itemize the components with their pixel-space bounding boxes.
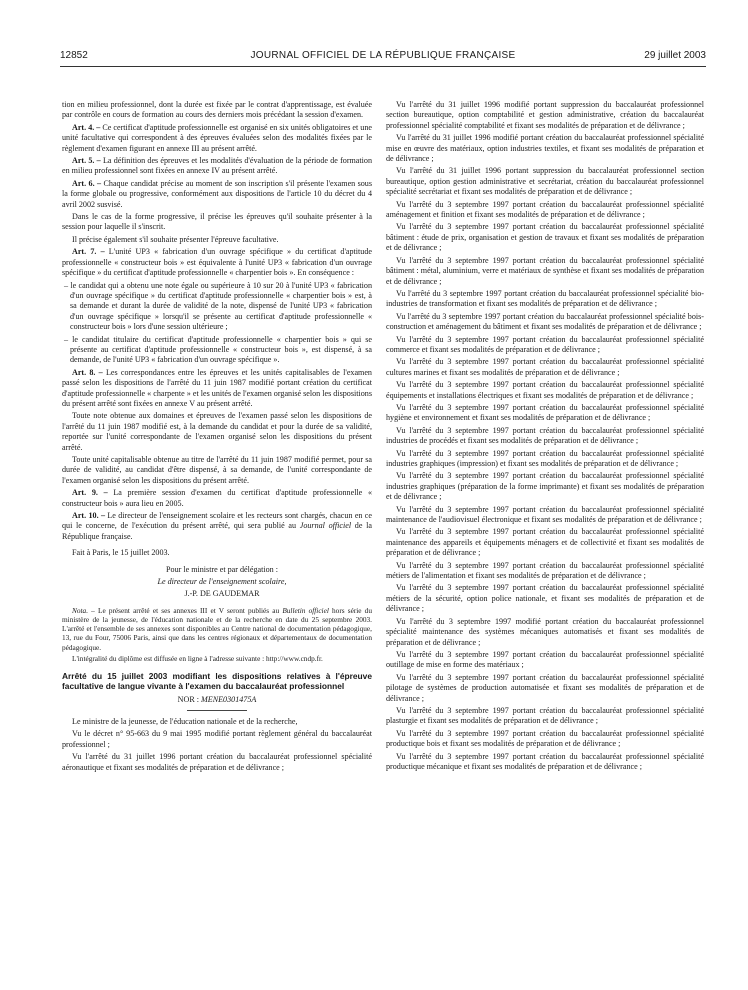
- page-number: 12852: [60, 50, 88, 61]
- list-item: – le candidat titulaire du certificat d'aptitude professionnelle « charpentier bois » qui se présente au certificat d'aptitude professionnelle « constructeur bois », est dispensé, à sa demande, de l'unité UP3 « fabrication d'un ouvrage spécifique ».: [64, 334, 372, 365]
- paragraph: Toute unité capitalisable obtenue au titre de l'arrêté du 11 juin 1987 modifié permet, pour sa durée de validité, au candidat d'être dispensé, à sa demande, de l'unité correspondante de l'examen organisé selon les dispositions du présent arrêté.: [62, 455, 372, 485]
- article-5: [62, 156, 372, 177]
- nota-label: Nota.: [72, 605, 89, 615]
- article-text: La définition des épreuves et les modalités d'évaluation de la période de formation en milieu professionnel sont fixées en annexe IV au présent arrêté.: [62, 156, 372, 176]
- visa-item: Vu l'arrêté du 3 septembre 1997 portant création du baccalauréat professionnel spécialité aménagement et finition et fixant ses modalités de préparation et de délivrance ;: [386, 199, 704, 220]
- paragraph: tion en milieu professionnel, dont la durée est fixée par le contrat d'apprentissage, est évaluée par contrôle en cours de formation au cours des derniers mois précédant la session d'examen.: [62, 100, 372, 120]
- article-text: La première session d'examen du certificat d'aptitude professionnelle « constructeur bois » aura lieu en 2005.: [62, 488, 373, 508]
- nota-text: – Le présent arrêté et ses annexes III et V seront publiés au: [88, 605, 283, 615]
- visa-item: Vu l'arrêté du 3 septembre 1997 portant création du baccalauréat professionnel spécialité pilotage de systèmes de production automatisée et fixant ses modalités de préparation et de délivrance ;: [386, 672, 704, 703]
- publication-date: 29 juillet 2003: [644, 50, 706, 61]
- visa-item: Vu l'arrêté du 3 septembre 1997 portant création du baccalauréat professionnel spécialité cultures marines et fixant ses modalités de préparation et de délivrance ;: [386, 357, 704, 377]
- visa-item: Vu l'arrêté du 31 juillet 1996 modifié portant suppression du baccalauréat professionnel section bureautique, option comptabilité et gestion administrative, création du baccalauréat professionnel spécialité comptabilité et fixant ses modalités de préparation et de délivrance ;: [386, 100, 704, 130]
- signature-role: Le directeur de l'enseignement scolaire,: [157, 577, 287, 587]
- visa-item: Vu l'arrêté du 3 septembre 1997 portant création du baccalauréat professionnel spécialité bois-construction et aménagement du bâtiment et fixant ses modalités de préparation et de délivrance ;: [386, 311, 704, 332]
- list-item: – le candidat qui a obtenu une note égale ou supérieure à 10 sur 20 à l'unité UP3 « fabrication d'un ouvrage spécifique » du certificat d'aptitude professionnelle « charpentier bois » est, à sa demande et durant la durée de validité de la note, dispensé de l'unité UP3 « fabrication d'un ouvrage spécifique » lorsqu'il se présente au certificat d'aptitude professionnelle « constructeur bois » lors d'une session ultérieure ;: [64, 280, 372, 332]
- article-label: Art. 6. –: [72, 178, 102, 188]
- article-label: Art. 4. –: [72, 122, 101, 132]
- visa-item: Vu l'arrêté du 3 septembre 1997 portant création du baccalauréat professionnel spécialité maintenance des appareils et équipements ménagers et de collectivité et fixant ses modalités de préparation et de délivrance ;: [386, 527, 704, 558]
- visa-item: Vu l'arrêté du 3 septembre 1997 portant création du baccalauréat professionnel spécialité équipements et installations électriques et fixant ses modalités de préparation et de délivrance ;: [386, 380, 704, 400]
- article-label: Art. 5. –: [72, 156, 101, 166]
- visa-item: Vu l'arrêté du 3 septembre 1997 portant création du baccalauréat professionnel spécialité bâtiment : étude de prix, organisation et gestion de travaux et fixant ses modalités de préparation et de délivrance ;: [386, 222, 704, 253]
- header-rule: [60, 66, 706, 67]
- nor-label: NOR :: [177, 694, 202, 704]
- visa-item: Vu l'arrêté du 3 septembre 1997 portant création du baccalauréat professionnel spécialité bio-industries de transformation et fixant ses modalités de préparation et de délivrance ;: [386, 288, 704, 309]
- visa-item: Vu l'arrêté du 3 septembre 1997 portant création du baccalauréat professionnel spécialité plasturgie et fixant ses modalités de préparation et de délivrance ;: [386, 705, 704, 726]
- paragraph: Il précise également s'il souhaite présenter l'épreuve facultative.: [72, 234, 279, 244]
- paragraph: Le ministre de la jeunesse, de l'éducation nationale et de la recherche,: [72, 716, 298, 726]
- visa-item: Vu l'arrêté du 3 septembre 1997 portant création du baccalauréat professionnel spécialité métiers de la sécurité, option police nationale, et fixant ses modalités de préparation et de délivrance ;: [386, 583, 704, 614]
- visa-item: Vu l'arrêté du 3 septembre 1997 portant création du baccalauréat professionnel spécialité hygiène et environnement et fixant ses modalités de préparation et de délivrance ;: [386, 402, 704, 423]
- paragraph: Dans le cas de la forme progressive, il précise les épreuves qu'il souhaite présenter à la session pour laquelle il s'inscrit.: [62, 212, 372, 232]
- visa-item: Vu l'arrêté du 3 septembre 1997 portant création du baccalauréat professionnel spécialité commerce et fixant ses modalités de préparation et de délivrance ;: [386, 334, 704, 354]
- signature-name: J.-P. DE GAUDEMAR: [184, 589, 260, 599]
- visa-item: Vu l'arrêté du 3 septembre 1997 portant création du baccalauréat professionnel spécialité outillage de mise en forme des matériaux ;: [386, 649, 704, 670]
- article-text: Les correspondances entre les épreuves et les unités capitalisables de l'examen passé selon les dispositions de l'arrêté du 11 juin 1987 modifié portant création du certificat d'aptitude professionnelle « charpente » et les unités de l'examen organisé selon les dispositions du présent arrêté sont fixées en annexe V au présent arrêté.: [62, 367, 372, 408]
- article-6: [62, 179, 372, 210]
- article-9: [62, 488, 372, 509]
- paragraph: Toute note obtenue aux domaines et épreuves de l'examen passé selon les dispositions de l'arrêté du 11 juin 1987 modifié est, à la demande du candidat et pour la durée de sa validité, reportée sur l'unité correspondante de l'examen organisé selon les dispositions du présent arrêté.: [62, 411, 372, 452]
- visa-item: Vu l'arrêté du 31 juillet 1996 portant suppression du baccalauréat professionnel section bureautique, option gestion administrative et secrétariat, création du baccalauréat professionnel spécialité secrétariat et fixant ses modalités de préparation et de délivrance ;: [386, 166, 704, 197]
- right-column: [386, 100, 704, 774]
- visa-item: Vu l'arrêté du 3 septembre 1997 portant création du baccalauréat professionnel spécialité productique bois et fixant ses modalités de préparation et de délivrance ;: [386, 728, 704, 749]
- article-text: L'unité UP3 « fabrication d'un ouvrage spécifique » du certificat d'aptitude professionnelle « constructeur bois » est équivalente à l'unité UP3 « fabrication d'un ouvrage spécifique » du certificat d'aptitude professionnelle « charpentier bois ». En conséquence :: [62, 247, 372, 278]
- separator: [187, 710, 247, 711]
- visa-item: Vu l'arrêté du 3 septembre 1997 portant création du baccalauréat professionnel spécialité industries graphiques (impression) et fixant ses modalités de préparation et de délivrance ;: [386, 448, 704, 468]
- visa-item: Vu l'arrêté du 3 septembre 1997 portant création du baccalauréat professionnel spécialité industries de procédés et fixant ses modalités de préparation et de délivrance ;: [386, 425, 704, 446]
- journal-reference: Journal officiel: [299, 521, 352, 531]
- visa-item: Vu l'arrêté du 31 juillet 1996 modifié portant création du baccalauréat professionnel spécialité mise en œuvre des matériaux, option industries textiles, et fixant ses modalités de préparation et de délivrance ;: [386, 133, 704, 164]
- article-label: Art. 8. –: [72, 367, 103, 377]
- nota-paragraph: L'intégralité du diplôme est diffusée en ligne à l'adresse suivante : http://www.cndp.fr.: [72, 653, 323, 663]
- article-text: Chaque candidat précise au moment de son inscription s'il présente l'examen sous la forme globale ou progressive, conformément aux dispositions de l'article 10 du décret du 4 avril 2002 susvisé.: [62, 178, 373, 209]
- article-text: Ce certificat d'aptitude professionnelle est organisé en six unités obligatoires et une unité facultative qui correspondent à des épreuves évaluées selon des modalités fixées par le règlement d'examen figurant en annexe III au présent arrêté.: [62, 122, 372, 153]
- article-text: Le directeur de l'enseignement scolaire et les recteurs sont chargés, chacun en ce qui le concerne, de l'exécution du présent arrêté, qui sera publié au: [62, 511, 372, 531]
- visa-item: Vu l'arrêté du 3 septembre 1997 modifié portant création du baccalauréat professionnel spécialité maintenance des systèmes mécaniques automatisés et fixant ses modalités de préparation et de délivrance ;: [386, 616, 704, 647]
- visa-item: Vu l'arrêté du 3 septembre 1997 portant création du baccalauréat professionnel spécialité maintenance de l'audiovisuel électronique et fixant ses modalités de préparation et de délivrance ;: [386, 504, 704, 525]
- visa-item: Vu l'arrêté du 3 septembre 1997 portant création du baccalauréat professionnel spécialité industries graphiques (préparation de la forme imprimante) et fixant ses modalités de préparation et de délivrance ;: [386, 471, 704, 502]
- page-header: [60, 50, 706, 66]
- paragraph: Vu l'arrêté du 31 juillet 1996 portant création du baccalauréat professionnel spécialité aéronautique et fixant ses modalités de préparation et de délivrance ;: [62, 752, 372, 772]
- visa-item: Vu l'arrêté du 3 septembre 1997 portant création du baccalauréat professionnel spécialité bâtiment : métal, aluminium, verre et matériaux de synthèse et fixant ses modalités de préparation et de délivrance ;: [386, 255, 704, 286]
- nota-text: hors série du ministère de la jeunesse, de l'éducation nationale et de la recherche en date du 25 septembre 2003. L'arrêté et l'ensemble de ses annexes sont disponibles au Centre national de documentation pédagogique, 13, rue du Four, 75006 Paris, ainsi que dans les centres régionaux et départementaux de documentation pédagogique.: [62, 605, 372, 652]
- article-7: [62, 247, 372, 278]
- article-label: Art. 10. –: [72, 511, 105, 521]
- nor-reference: [62, 695, 372, 705]
- article-text: de la République française.: [62, 521, 372, 541]
- left-column: [62, 100, 372, 775]
- nota-paragraph: [62, 606, 372, 652]
- article-8: [62, 368, 372, 410]
- article-label: Art. 7. –: [72, 247, 105, 257]
- paragraph: Vu le décret n° 95-663 du 9 mai 1995 modifié portant règlement général du baccalauréat professionnel ;: [62, 729, 372, 749]
- journal-title: JOURNAL OFFICIEL DE LA RÉPUBLIQUE FRANÇAISE: [250, 50, 516, 61]
- bulletin-reference: Bulletin officiel: [282, 605, 329, 615]
- signature-delegation: Pour le ministre et par délégation :: [166, 564, 278, 574]
- article-4: [62, 123, 372, 154]
- article-10: [62, 511, 372, 542]
- decree-title: Arrêté du 15 juillet 2003 modifiant les dispositions relatives à l'épreuve facultative de langue vivante à l'examen du baccalauréat professionnel: [62, 671, 372, 692]
- visa-item: Vu l'arrêté du 3 septembre 1997 portant création du baccalauréat professionnel spécialité productique mécanique et fixant ses modalités de préparation et de délivrance ;: [386, 751, 704, 771]
- article-label: Art. 9. –: [72, 488, 108, 498]
- nor-value: MENE0301475A: [201, 694, 257, 704]
- visa-item: Vu l'arrêté du 3 septembre 1997 portant création du baccalauréat professionnel spécialité métiers de l'alimentation et fixant ses modalités de préparation et de délivrance ;: [386, 560, 704, 581]
- signing-place-date: Fait à Paris, le 15 juillet 2003.: [72, 548, 170, 558]
